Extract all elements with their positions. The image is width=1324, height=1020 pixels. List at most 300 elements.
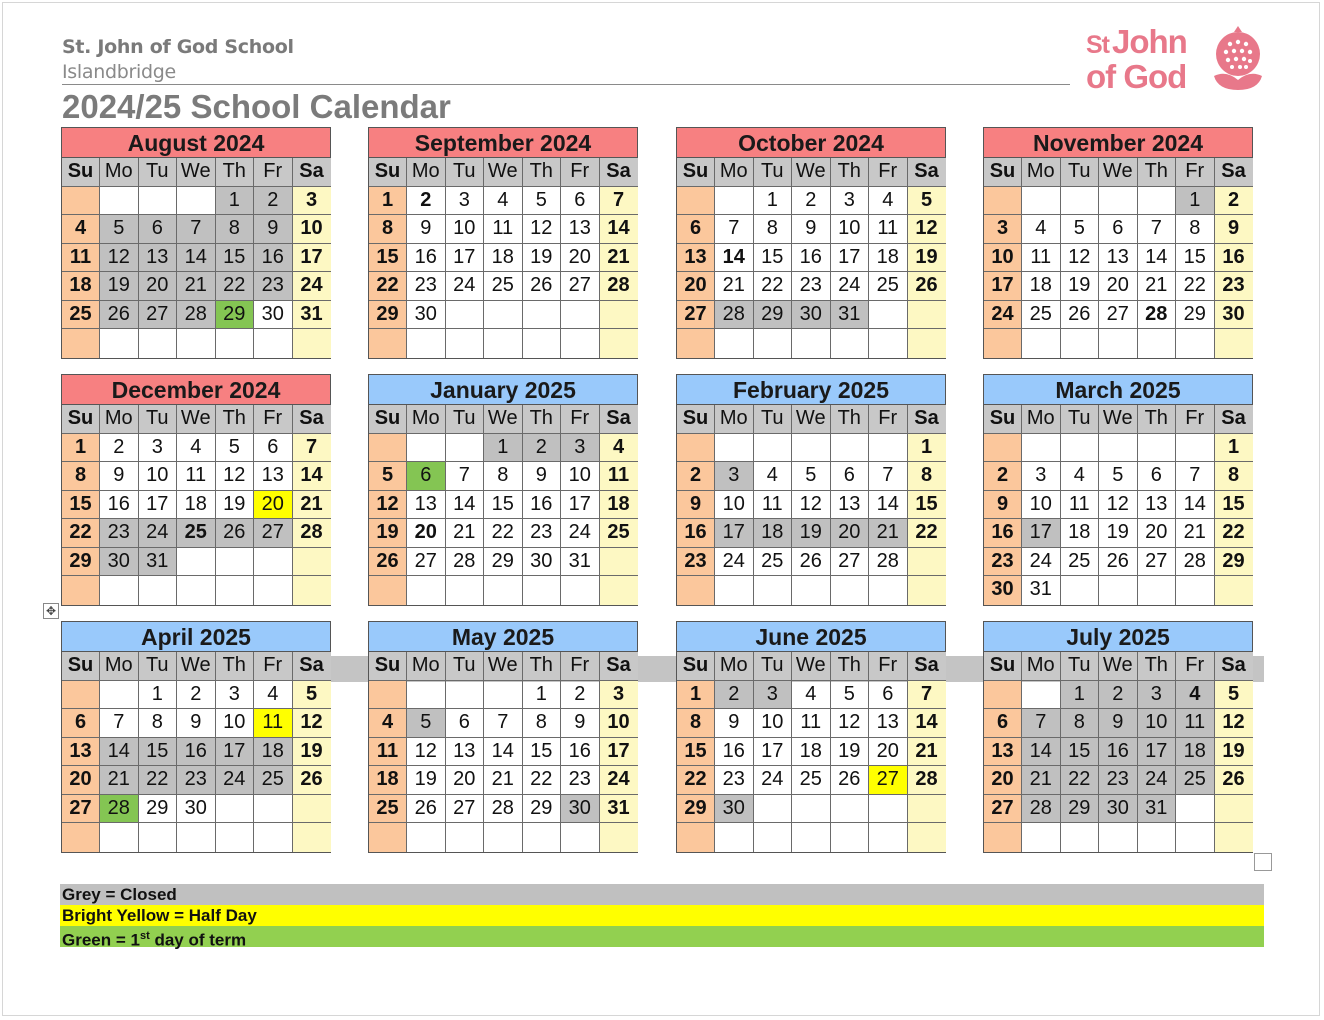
weekday-header: Mo: [715, 405, 754, 434]
empty-day-cell: [908, 795, 946, 824]
day-cell: 25: [177, 519, 216, 548]
day-cell: 29: [484, 548, 523, 577]
day-cell: 6: [254, 434, 293, 463]
day-cell: 23: [715, 766, 754, 795]
month-calendar: [983, 127, 1253, 359]
day-cell: 12: [792, 491, 831, 520]
day-cell: 10: [561, 462, 600, 491]
day-cell: 20: [984, 766, 1022, 795]
empty-day-cell: [984, 681, 1022, 710]
day-cell: 23: [677, 548, 715, 577]
day-cell: 17: [1022, 519, 1061, 548]
weekday-header: We: [792, 158, 831, 187]
day-cell: 8: [1061, 709, 1100, 738]
empty-day-cell: [523, 576, 562, 605]
day-cell: 20: [1138, 519, 1177, 548]
resize-handle[interactable]: [1254, 853, 1272, 871]
day-cell: 29: [1176, 301, 1215, 330]
empty-day-cell: [100, 329, 139, 358]
day-cell: 18: [1061, 519, 1100, 548]
empty-day-cell: [869, 576, 908, 605]
empty-day-cell: [446, 301, 485, 330]
school-name: St. John of God School: [62, 36, 294, 58]
day-cell: 22: [62, 519, 100, 548]
empty-day-cell: [62, 329, 100, 358]
weekday-header: Su: [984, 652, 1022, 681]
day-cell: 31: [600, 795, 638, 824]
day-cell: 5: [908, 187, 946, 216]
weekday-header: Tu: [446, 652, 485, 681]
day-cell: 29: [1061, 795, 1100, 824]
day-cell: 29: [523, 795, 562, 824]
empty-day-cell: [869, 329, 908, 358]
day-cell: 4: [177, 434, 216, 463]
day-cell: 11: [600, 462, 638, 491]
day-cell: 9: [1099, 709, 1138, 738]
empty-day-cell: [715, 187, 754, 216]
day-cell: 12: [100, 244, 139, 273]
empty-day-cell: [1138, 823, 1177, 852]
empty-day-cell: [523, 823, 562, 852]
day-cell: 19: [293, 738, 331, 767]
day-cell: 19: [1215, 738, 1253, 767]
weekday-header: Mo: [407, 158, 446, 187]
day-cell: 11: [254, 709, 293, 738]
day-cell: 13: [1138, 491, 1177, 520]
empty-day-cell: [216, 795, 255, 824]
day-cell: 16: [177, 738, 216, 767]
weekday-header: Sa: [293, 158, 331, 187]
weekday-header: Sa: [600, 652, 638, 681]
day-cell: 23: [1099, 766, 1138, 795]
month-title: January 2025: [369, 375, 637, 405]
day-cell: 1: [139, 681, 178, 710]
day-cell: 8: [139, 709, 178, 738]
day-cell: 21: [446, 519, 485, 548]
month-title: March 2025: [984, 375, 1252, 405]
day-cell: 28: [1176, 548, 1215, 577]
empty-day-cell: [1061, 187, 1100, 216]
day-cell: 20: [831, 519, 870, 548]
day-cell: 31: [139, 548, 178, 577]
day-cell: 13: [1099, 244, 1138, 273]
weekday-header: Mo: [1022, 158, 1061, 187]
day-cell: 8: [1215, 462, 1253, 491]
school-logo: [1086, 23, 1270, 98]
empty-day-cell: [254, 329, 293, 358]
day-cell: 16: [407, 244, 446, 273]
day-cell: 26: [216, 519, 255, 548]
day-cell: 30: [715, 795, 754, 824]
day-cell: 15: [523, 738, 562, 767]
weekday-header: Fr: [869, 652, 908, 681]
weekday-header: Tu: [1061, 652, 1100, 681]
empty-day-cell: [369, 329, 407, 358]
empty-day-cell: [446, 576, 485, 605]
empty-day-cell: [62, 187, 100, 216]
day-cell: 21: [1022, 766, 1061, 795]
weekday-header: Sa: [908, 405, 946, 434]
day-cell: 13: [831, 491, 870, 520]
day-cell: 6: [62, 709, 100, 738]
legend-closed-label: Grey = Closed: [62, 885, 177, 904]
day-cell: 31: [561, 548, 600, 577]
day-cell: 3: [1138, 681, 1177, 710]
empty-day-cell: [407, 329, 446, 358]
day-cell: 26: [100, 301, 139, 330]
day-cell: 8: [908, 462, 946, 491]
day-cell: 9: [523, 462, 562, 491]
month-calendar: [368, 127, 638, 359]
day-cell: 14: [1176, 491, 1215, 520]
empty-day-cell: [1138, 576, 1177, 605]
day-cell: 29: [62, 548, 100, 577]
empty-day-cell: [177, 329, 216, 358]
empty-day-cell: [561, 301, 600, 330]
day-cell: 9: [792, 215, 831, 244]
month-calendar: [61, 374, 331, 606]
empty-day-cell: [561, 329, 600, 358]
day-cell: 6: [1138, 462, 1177, 491]
legend-closed: [60, 884, 1264, 905]
empty-day-cell: [984, 187, 1022, 216]
weekday-header: Su: [677, 158, 715, 187]
day-cell: 6: [1099, 215, 1138, 244]
empty-day-cell: [407, 823, 446, 852]
day-cell: 15: [62, 491, 100, 520]
day-cell: 31: [831, 301, 870, 330]
day-cell: 19: [523, 244, 562, 273]
empty-day-cell: [523, 301, 562, 330]
empty-day-cell: [484, 329, 523, 358]
day-cell: 12: [523, 215, 562, 244]
empty-day-cell: [1061, 823, 1100, 852]
day-cell: 28: [484, 795, 523, 824]
empty-day-cell: [677, 187, 715, 216]
day-cell: 1: [484, 434, 523, 463]
day-cell: 31: [1138, 795, 1177, 824]
weekday-header: We: [177, 158, 216, 187]
day-cell: 25: [1061, 548, 1100, 577]
empty-day-cell: [523, 329, 562, 358]
day-cell: 28: [715, 301, 754, 330]
day-cell: 26: [831, 766, 870, 795]
empty-day-cell: [1061, 329, 1100, 358]
empty-day-cell: [1176, 434, 1215, 463]
day-cell: 21: [600, 244, 638, 273]
day-cell: 18: [484, 244, 523, 273]
day-cell: 12: [369, 491, 407, 520]
empty-day-cell: [831, 329, 870, 358]
empty-day-cell: [407, 681, 446, 710]
day-cell: 5: [216, 434, 255, 463]
day-cell: 16: [715, 738, 754, 767]
day-cell: 3: [984, 215, 1022, 244]
day-cell: 24: [831, 272, 870, 301]
day-cell: 22: [523, 766, 562, 795]
day-cell: 26: [1215, 766, 1253, 795]
day-cell: 15: [1061, 738, 1100, 767]
day-cell: 14: [446, 491, 485, 520]
month-title: June 2025: [677, 622, 945, 652]
day-cell: 15: [908, 491, 946, 520]
day-cell: 19: [792, 519, 831, 548]
day-cell: 28: [293, 519, 331, 548]
day-cell: 10: [984, 244, 1022, 273]
month-calendar: [61, 621, 331, 853]
month-calendar: [368, 374, 638, 606]
empty-day-cell: [139, 823, 178, 852]
day-cell: 1: [1176, 187, 1215, 216]
day-cell: 19: [1061, 272, 1100, 301]
weekday-header: Mo: [100, 158, 139, 187]
day-cell: 5: [831, 681, 870, 710]
day-cell: 23: [984, 548, 1022, 577]
empty-day-cell: [1022, 681, 1061, 710]
day-cell: 7: [600, 187, 638, 216]
empty-day-cell: [1061, 576, 1100, 605]
day-cell: 10: [446, 215, 485, 244]
day-cell: 17: [754, 738, 793, 767]
day-cell: 28: [600, 272, 638, 301]
day-cell: 24: [715, 548, 754, 577]
day-cell: 7: [100, 709, 139, 738]
empty-day-cell: [177, 576, 216, 605]
day-cell: 10: [1022, 491, 1061, 520]
day-cell: 30: [1215, 301, 1253, 330]
empty-day-cell: [177, 823, 216, 852]
day-cell: 29: [369, 301, 407, 330]
day-cell: 20: [407, 519, 446, 548]
weekday-header: Su: [62, 405, 100, 434]
weekday-header: Fr: [254, 652, 293, 681]
month-title: September 2024: [369, 128, 637, 158]
day-cell: 18: [869, 244, 908, 273]
day-cell: 20: [62, 766, 100, 795]
day-cell: 24: [139, 519, 178, 548]
day-cell: 3: [216, 681, 255, 710]
day-cell: 18: [792, 738, 831, 767]
day-cell: 12: [831, 709, 870, 738]
day-cell: 17: [715, 519, 754, 548]
day-cell: 24: [561, 519, 600, 548]
header-divider: [62, 84, 1070, 85]
day-cell: 15: [139, 738, 178, 767]
day-cell: 4: [1022, 215, 1061, 244]
day-cell: 10: [216, 709, 255, 738]
day-cell: 2: [523, 434, 562, 463]
day-cell: 26: [523, 272, 562, 301]
month-title: July 2025: [984, 622, 1252, 652]
day-cell: 9: [984, 491, 1022, 520]
day-cell: 11: [369, 738, 407, 767]
empty-day-cell: [908, 548, 946, 577]
day-cell: 15: [1176, 244, 1215, 273]
empty-day-cell: [869, 823, 908, 852]
day-cell: 6: [869, 681, 908, 710]
empty-day-cell: [216, 576, 255, 605]
day-cell: 13: [446, 738, 485, 767]
day-cell: 27: [139, 301, 178, 330]
empty-day-cell: [677, 823, 715, 852]
day-cell: 21: [908, 738, 946, 767]
day-cell: 19: [1099, 519, 1138, 548]
day-cell: 2: [254, 187, 293, 216]
month-calendar: [61, 127, 331, 359]
day-cell: 28: [1022, 795, 1061, 824]
weekday-header: Su: [369, 158, 407, 187]
empty-day-cell: [1061, 434, 1100, 463]
empty-day-cell: [100, 187, 139, 216]
weekday-header: Th: [216, 405, 255, 434]
empty-day-cell: [139, 329, 178, 358]
day-cell: 14: [1022, 738, 1061, 767]
day-cell: 18: [254, 738, 293, 767]
weekday-header: Th: [831, 652, 870, 681]
day-cell: 6: [446, 709, 485, 738]
empty-day-cell: [484, 576, 523, 605]
empty-day-cell: [369, 434, 407, 463]
day-cell: 24: [754, 766, 793, 795]
day-cell: 22: [1176, 272, 1215, 301]
weekday-header: We: [484, 405, 523, 434]
weekday-header: Mo: [715, 652, 754, 681]
day-cell: 7: [1022, 709, 1061, 738]
day-cell: 4: [600, 434, 638, 463]
empty-day-cell: [293, 823, 331, 852]
day-cell: 24: [446, 272, 485, 301]
day-cell: 8: [62, 462, 100, 491]
weekday-header: Fr: [561, 652, 600, 681]
day-cell: 26: [792, 548, 831, 577]
day-cell: 27: [677, 301, 715, 330]
day-cell: 25: [1022, 301, 1061, 330]
day-cell: 23: [792, 272, 831, 301]
weekday-header: We: [484, 652, 523, 681]
day-cell: 15: [369, 244, 407, 273]
empty-day-cell: [1176, 576, 1215, 605]
day-cell: 3: [293, 187, 331, 216]
day-cell: 5: [369, 462, 407, 491]
day-cell: 14: [100, 738, 139, 767]
empty-day-cell: [792, 434, 831, 463]
day-cell: 3: [715, 462, 754, 491]
empty-day-cell: [1099, 329, 1138, 358]
day-cell: 25: [754, 548, 793, 577]
weekday-header: Mo: [1022, 405, 1061, 434]
day-cell: 11: [1061, 491, 1100, 520]
empty-day-cell: [293, 795, 331, 824]
day-cell: 21: [177, 272, 216, 301]
day-cell: 6: [561, 187, 600, 216]
weekday-header: Sa: [1215, 652, 1253, 681]
day-cell: 2: [677, 462, 715, 491]
weekday-header: Th: [1138, 405, 1177, 434]
day-cell: 22: [139, 766, 178, 795]
weekday-header: Su: [677, 652, 715, 681]
weekday-header: We: [177, 652, 216, 681]
day-cell: 1: [62, 434, 100, 463]
day-cell: 12: [293, 709, 331, 738]
empty-day-cell: [677, 576, 715, 605]
empty-day-cell: [754, 434, 793, 463]
day-cell: 14: [177, 244, 216, 273]
day-cell: 11: [869, 215, 908, 244]
day-cell: 1: [677, 681, 715, 710]
empty-day-cell: [1215, 329, 1253, 358]
empty-day-cell: [715, 434, 754, 463]
day-cell: 5: [523, 187, 562, 216]
weekday-header: We: [1099, 652, 1138, 681]
day-cell: 14: [1138, 244, 1177, 273]
month-calendar: [368, 621, 638, 853]
weekday-header: Fr: [254, 158, 293, 187]
day-cell: 19: [216, 491, 255, 520]
day-cell: 2: [792, 187, 831, 216]
day-cell: 5: [407, 709, 446, 738]
month-calendar: [983, 621, 1253, 853]
day-cell: 8: [484, 462, 523, 491]
month-calendar: [676, 374, 946, 606]
empty-day-cell: [1022, 187, 1061, 216]
day-cell: 22: [754, 272, 793, 301]
empty-day-cell: [908, 329, 946, 358]
day-cell: 16: [523, 491, 562, 520]
day-cell: 12: [908, 215, 946, 244]
day-cell: 17: [139, 491, 178, 520]
empty-day-cell: [792, 823, 831, 852]
day-cell: 28: [869, 548, 908, 577]
empty-day-cell: [177, 548, 216, 577]
day-cell: 22: [908, 519, 946, 548]
day-cell: 25: [484, 272, 523, 301]
empty-day-cell: [984, 329, 1022, 358]
day-cell: 11: [1176, 709, 1215, 738]
pomegranate-icon: [1208, 24, 1268, 96]
day-cell: 1: [1061, 681, 1100, 710]
day-cell: 31: [1022, 576, 1061, 605]
move-handle-icon[interactable]: ✥: [43, 603, 59, 619]
day-cell: 8: [369, 215, 407, 244]
day-cell: 3: [1022, 462, 1061, 491]
day-cell: 4: [869, 187, 908, 216]
empty-day-cell: [1138, 187, 1177, 216]
day-cell: 4: [484, 187, 523, 216]
day-cell: 23: [1215, 272, 1253, 301]
day-cell: 20: [1099, 272, 1138, 301]
day-cell: 21: [100, 766, 139, 795]
day-cell: 19: [100, 272, 139, 301]
empty-day-cell: [831, 434, 870, 463]
day-cell: 18: [1176, 738, 1215, 767]
empty-day-cell: [216, 823, 255, 852]
day-cell: 16: [1099, 738, 1138, 767]
day-cell: 28: [100, 795, 139, 824]
day-cell: 10: [754, 709, 793, 738]
day-cell: 17: [446, 244, 485, 273]
day-cell: 15: [216, 244, 255, 273]
day-cell: 1: [1215, 434, 1253, 463]
empty-day-cell: [908, 301, 946, 330]
empty-day-cell: [869, 434, 908, 463]
weekday-header: Th: [523, 652, 562, 681]
day-cell: 21: [715, 272, 754, 301]
empty-day-cell: [177, 187, 216, 216]
weekday-header: Th: [523, 158, 562, 187]
day-cell: 13: [407, 491, 446, 520]
empty-day-cell: [216, 548, 255, 577]
weekday-header: Su: [677, 405, 715, 434]
